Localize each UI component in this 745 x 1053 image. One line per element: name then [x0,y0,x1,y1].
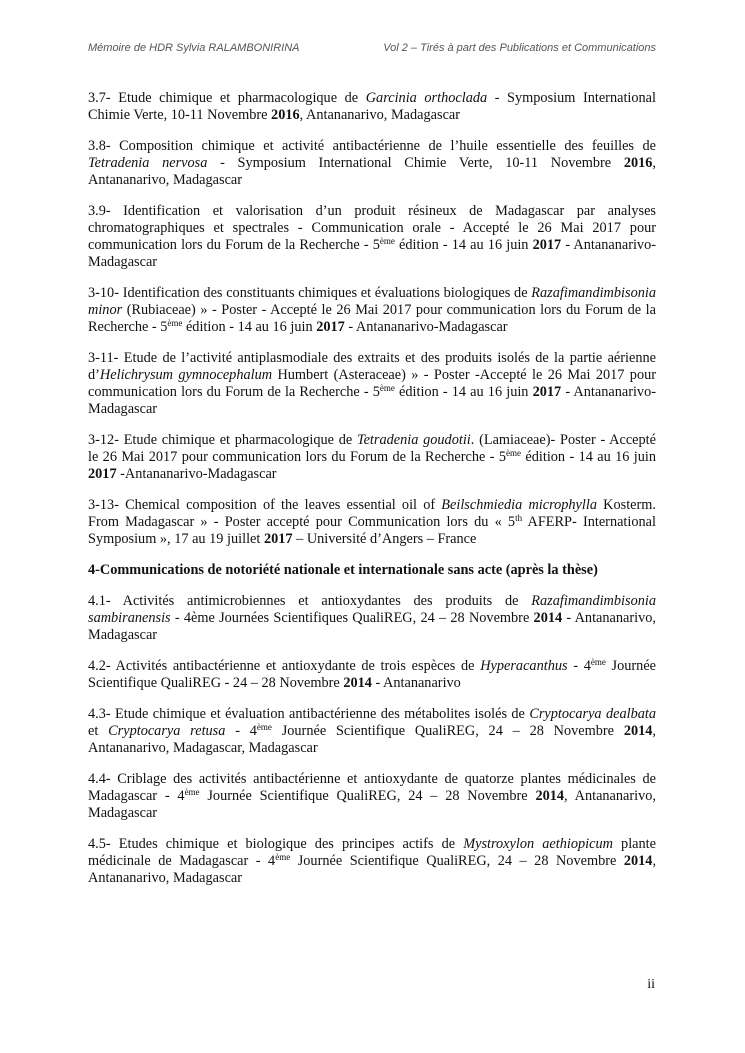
entry-3-12 [88,432,656,483]
entry-text: , Antananarivo, Madagascar [88,853,657,886]
superscript: ème [379,383,395,393]
entry-text: , Antananarivo, Madagascar [88,155,656,188]
entry-4-2 [88,658,656,692]
superscript: ème [184,787,200,797]
superscript: ème [167,318,183,328]
entry-year: 2017 [88,466,117,482]
species-name: Garcinia orthoclada [365,90,488,106]
entry-text: 3-13- Chemical composition of the leaves essential oil of [88,497,442,513]
entry-text: Journée Scientifique QualiREG, 24 – 28 Novembre [290,853,624,869]
entry-year: 2014 [623,853,653,869]
entry-text: et [88,723,109,739]
entry-year: 2014 [623,723,653,739]
entry-text: plante médicinale de Madagascar - 4 [88,836,656,869]
entry-year: 2017 [532,237,562,253]
entry-text: 4.1- Activités antimicrobiennes et antioxydantes des produits de [88,593,532,609]
entry-text: édition - 14 au 16 juin [182,319,317,335]
entry-year: 2014 [535,788,565,804]
entry-text: , Antananarivo, Madagascar [88,788,657,821]
entry-text: - Symposium International Chimie Verte, 10-11 Novembre [207,155,624,171]
entry-text: - Antananarivo, Madagascar [88,610,656,643]
entry-year: 2016 [271,107,300,123]
species-name: Helichrysum gymnocephalum [99,367,273,383]
entry-text: 4.5- Etudes chimique et biologique des principes actifs de [88,836,464,852]
entry-text: , Antananarivo, Madagascar, Madagascar [88,723,656,756]
entry-text: . (Lamiaceae)- Poster - Accepté le 26 Mai 2017 pour communication lors du Forum de la Recherche - 5 [88,432,656,465]
entry-3-9 [88,203,656,271]
species-name: Hyperacanthus [480,658,568,674]
entry-text: édition - 14 au 16 juin [521,449,656,465]
entry-text: - Symposium International Chimie Verte, 10-11 Novembre [88,90,656,123]
entry-text: 3.9- Identification et valorisation d’un produit résineux de Madagascar par analyses chromatographiques et spectrales - Communication orale - Accepté le 26 Mai 2017 pour communication lors du Forum de la Recherche - 5 [88,203,656,253]
entry-text: – Université d’Angers – France [292,531,477,547]
entry-text: - Antananarivo-Madagascar [88,237,656,270]
entry-text: 3-12- Etude chimique et pharmacologique de [88,432,357,448]
species-name: Razafimandimbisonia minor [88,285,656,318]
entry-text: Journée Scientifique QualiREG, 24 – 28 Novembre [199,788,536,804]
entry-year: 2017 [532,384,562,400]
entry-text: AFERP- International Symposium », 17 au 19 juillet [88,514,656,547]
running-header [88,42,656,54]
entry-3-7 [88,90,656,124]
entry-year: 2014 [533,610,563,626]
entry-4-1 [88,593,656,644]
entry-text: - Antananarivo [371,675,461,691]
entry-text: 3.8- Composition chimique et activité antibactérienne de l’huile essentielle des feuilles de [88,138,656,154]
header-left: Mémoire de HDR Sylvia RALAMBONIRINA [88,42,300,54]
entry-text: Journée Scientifique QualiREG - 24 – 28 Novembre [88,658,657,691]
superscript: ème [379,236,395,246]
entry-text: Kosterm. From Madagascar » - Poster accepté pour Communication lors du « 5 [88,497,656,530]
species-name: Razafimandimbisonia sambiranensis [88,593,656,626]
entry-text: (Rubiaceae) » - Poster - Accepté le 26 Mai 2017 pour communication lors du Forum de la Recherche - 5 [88,302,656,335]
entry-text: édition - 14 au 16 juin [394,384,533,400]
entry-year: 2017 [316,319,345,335]
superscript: ème [506,448,522,458]
species-name: Beilschmiedia microphylla [441,497,597,513]
entry-text: - Antananarivo-Madagascar [88,384,656,417]
entry-text: - 4 [567,658,591,674]
entry-text: 3-11- Etude de l’activité antiplasmodiale des extraits et des produits isolés de la partie aérienne d’ [88,350,656,383]
species-name: Tetradenia goudotii [356,432,471,448]
species-name: Tetradenia nervosa [88,155,208,171]
entry-text: 3.7- Etude chimique et pharmacologique de [88,90,366,106]
entry-year: 2016 [623,155,653,171]
entry-text: 4.2- Activités antibactérienne et antioxydante de trois espèces de [88,658,481,674]
superscript: ème [590,657,606,667]
superscript: ème [256,722,272,732]
superscript: th [515,513,523,523]
entry-year: 2017 [263,531,293,547]
page-number: ii [647,977,655,992]
entry-text: -Antananarivo-Madagascar [116,466,277,482]
entry-4-3 [88,706,656,757]
entry-year: 2014 [343,675,372,691]
entry-3-8 [88,138,656,189]
entry-text: , Antananarivo, Madagascar [299,107,461,123]
entry-3-10 [88,285,656,336]
entry-text: 4.4- Criblage des activités antibactérienne et antioxydante de quatorze plantes médicinales de Madagascar - 4 [88,771,656,804]
entry-text: 3-10- Identification des constituants chimiques et évaluations biologiques de [88,285,532,301]
entry-text: 4.3- Etude chimique et évaluation antibactérienne des métabolites isolés de [88,706,530,722]
superscript: ème [275,852,291,862]
header-right: Vol 2 – Tirés à part des Publications et Communications [383,42,656,54]
document-body [88,90,656,901]
entry-text: édition - 14 au 16 juin [394,237,533,253]
entry-4-5 [88,836,656,887]
entry-3-11 [88,350,656,418]
entry-4-4 [88,771,656,822]
section-4-heading: 4-Communications de notoriété nationale et internationale sans acte (après la thèse) [88,562,598,578]
species-name: Mystroxylon aethiopicum [463,836,613,852]
entry-text: Humbert (Asteraceae) » - Poster -Accepté le 26 Mai 2017 pour communication lors du Forum de la Recherche - 5 [88,367,656,400]
entry-text: Journée Scientifique QualiREG, 24 – 28 Novembre [271,723,624,739]
species-name: Cryptocarya retusa [108,723,226,739]
entry-text: - Antananarivo-Madagascar [344,319,508,335]
entry-text: - 4 [225,723,257,739]
entry-3-13 [88,497,656,548]
entry-text: - 4ème Journées Scientifiques QualiREG, 24 – 28 Novembre [170,610,534,626]
species-name: Cryptocarya dealbata [529,706,657,722]
